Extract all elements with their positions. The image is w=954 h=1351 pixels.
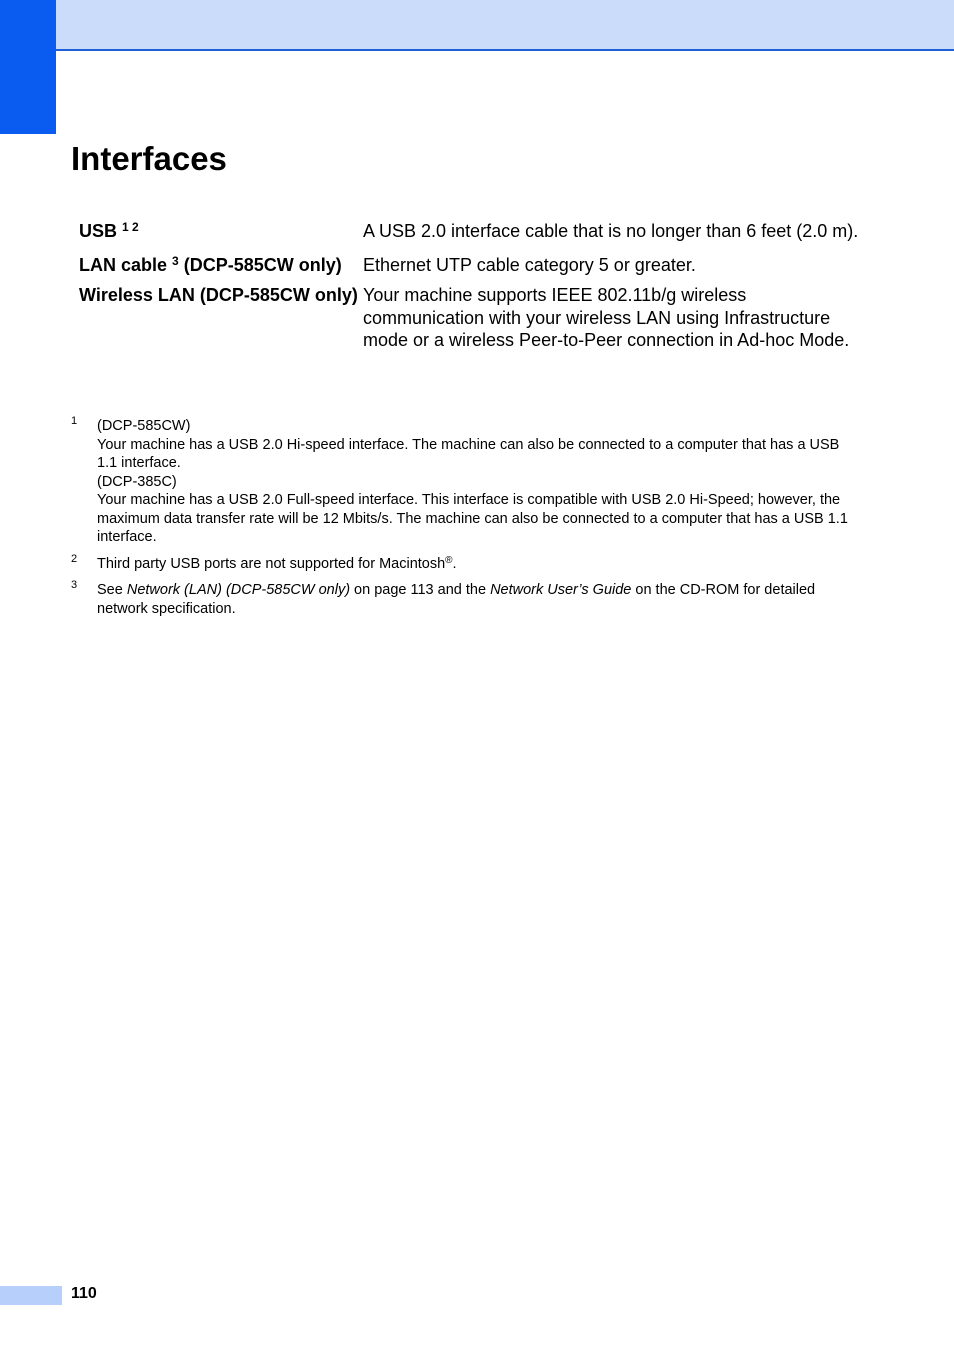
page-title: Interfaces bbox=[71, 140, 227, 177]
spec-value: Your machine supports IEEE 802.11b/g wireless communication with your wireless LAN using Infrastructure mode or a wireless Peer-to-Peer connection in Ad-hoc Mode. bbox=[363, 285, 850, 350]
page-number: 110 bbox=[71, 1285, 97, 1302]
spec-row-wireless-lan bbox=[71, 284, 861, 352]
footnote-ref: 3 bbox=[172, 254, 179, 268]
footnote-1: 1 (DCP-585CW) Your machine has a USB 2.0 Hi-speed interface. The machine can also be connected to a computer that has a USB 1.1 interface. (DCP-385C) Your machine has a USB 2.0 Full-speed interface. This interface is compatible with USB 2.0 Hi-Speed; however, the maximum data transfer rate will be 12 Mbits/s. The machine can also be connected to a computer that has a USB 1.1 interface. bbox=[71, 417, 861, 547]
footnote-number: 2 bbox=[71, 552, 78, 565]
footnote-2: 2 Third party USB ports are not supported for Macintosh®. bbox=[71, 555, 861, 574]
footnote-3: 3 See Network (LAN) (DCP-585CW only) on page 113 and the Network User’s Guide on the CD-ROM for detailed network specification. bbox=[71, 581, 861, 618]
chapter-tab bbox=[0, 0, 56, 134]
spec-row-lan-cable bbox=[71, 254, 861, 284]
spec-value: A USB 2.0 interface cable that is no longer than 6 feet (2.0 m). bbox=[363, 221, 859, 241]
footnote-ref: 1 2 bbox=[122, 220, 139, 234]
spec-value: Ethernet UTP cable category 5 or greater. bbox=[363, 255, 696, 275]
footnote-number: 1 bbox=[71, 415, 78, 427]
network-lan-reference: Network (LAN) (DCP-585CW only) bbox=[126, 582, 351, 598]
header-band bbox=[0, 0, 954, 51]
spec-label: USB $^{1 2}$ bbox=[79, 220, 139, 241]
spec-row-usb bbox=[71, 218, 861, 254]
network-users-guide-reference: Network User’s Guide bbox=[490, 582, 632, 598]
registered-mark: ® bbox=[445, 554, 453, 566]
footnote-number: 3 bbox=[71, 579, 78, 591]
footnotes bbox=[71, 417, 861, 626]
footer-band bbox=[0, 1286, 62, 1305]
spec-table bbox=[71, 218, 861, 352]
spec-label: Wireless LAN (DCP-585CW only) bbox=[79, 285, 358, 305]
spec-label: LAN cable $^3$ (DCP-585CW only) bbox=[79, 254, 342, 275]
